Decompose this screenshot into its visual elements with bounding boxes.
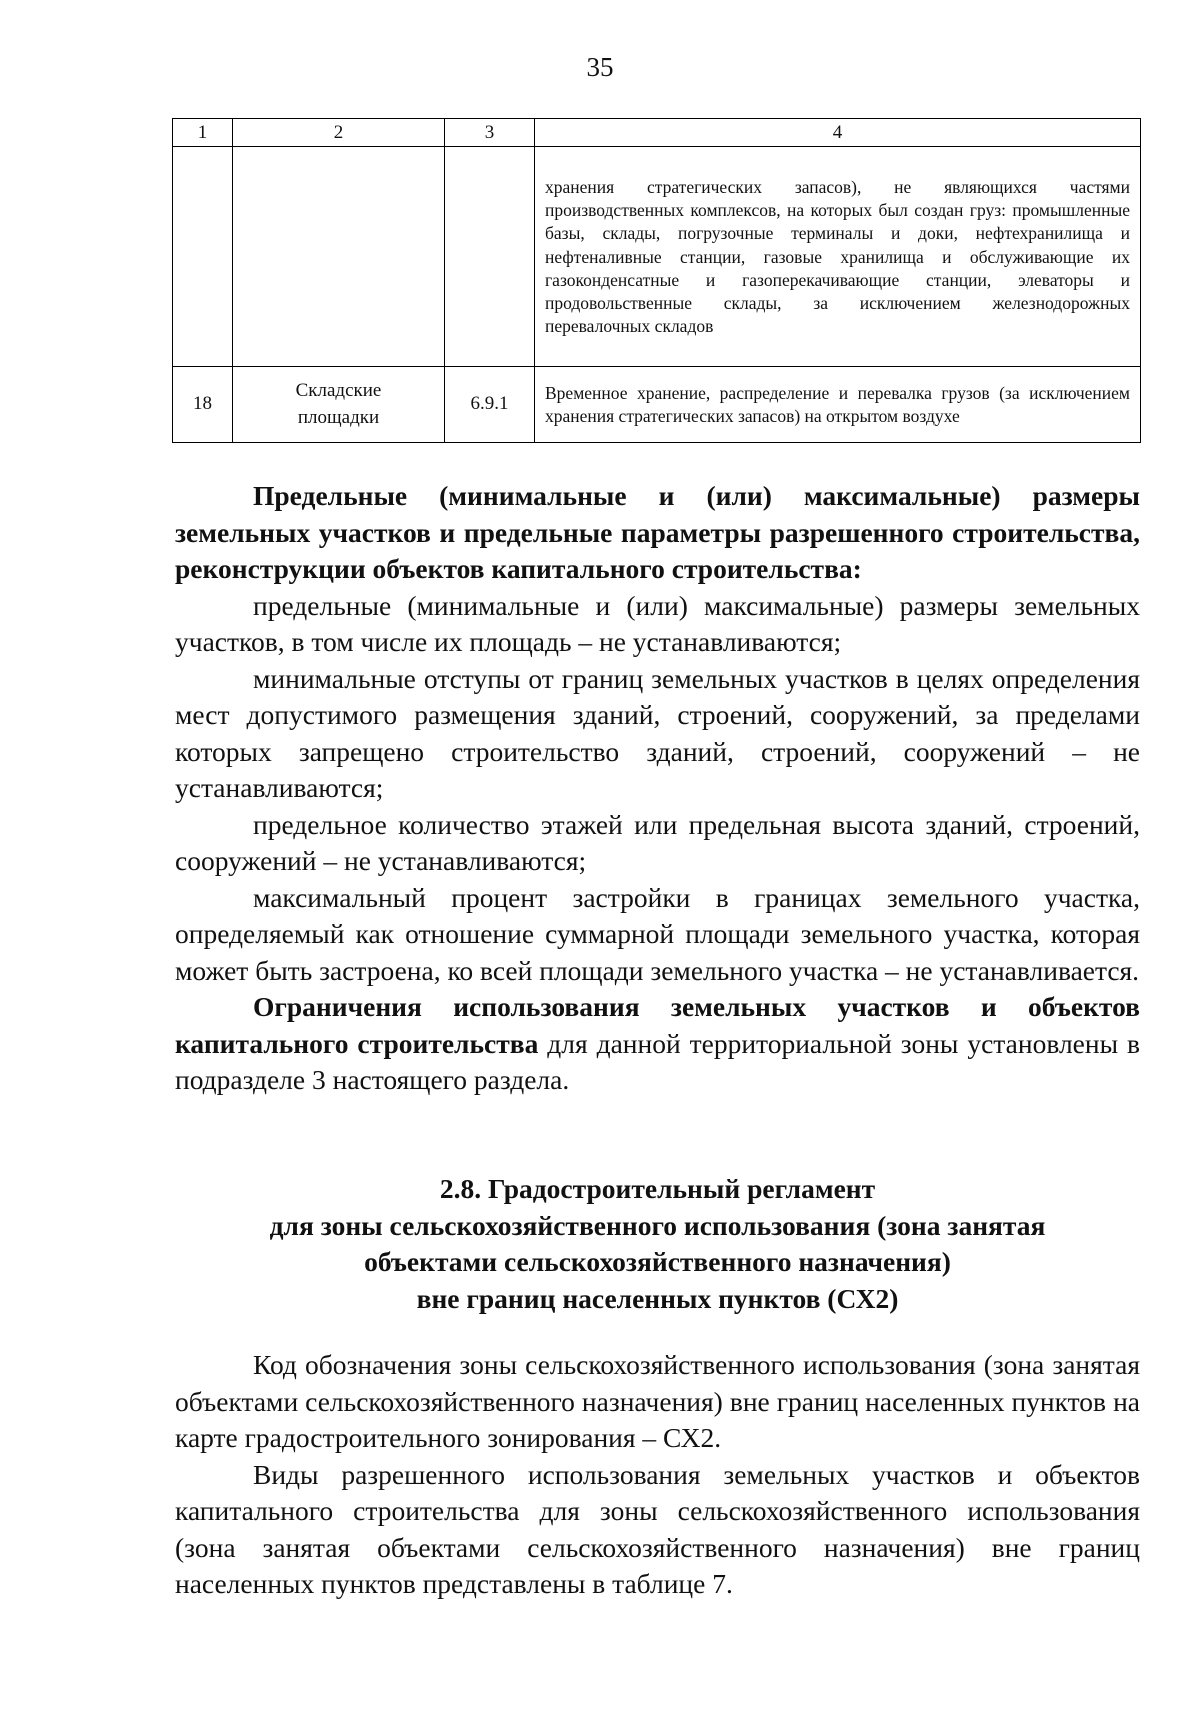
limits-item: минимальные отступы от границ земельных участков в целях определения мест допустимого размещения зданий, строений, сооружений, за пределами которых запрещено строительство зданий, строений, сооружений – не устанавливаются;: [175, 662, 1140, 803]
table-header-cell: 1: [173, 119, 233, 147]
limits-item: максимальный процент застройки в границах земельного участка, определяемый как отношение суммарной площади земельного участка, которая может быть застроена, ко всей площади земельного участка – не устанавливается.: [175, 881, 1140, 986]
row-number: 18: [173, 367, 233, 443]
section-body: [175, 1347, 1140, 1603]
section-title-line: объектами сельскохозяйственного назначения): [364, 1246, 951, 1277]
table-header-cell: 3: [445, 119, 535, 147]
use-type-name: [233, 147, 445, 367]
restrictions-paragraph: [175, 989, 1140, 1099]
table-row: [173, 147, 1141, 367]
restrictions-rest: для данной территориальной зоны установлены в подразделе 3 настоящего раздела.: [175, 1027, 1140, 1095]
limits-heading: Предельные (минимальные и (или) максимальные) размеры земельных участков и предельные параметры разрешенного строительства, реконструкции объектов капитального строительства:: [175, 480, 1140, 584]
table-row: [173, 367, 1141, 443]
use-type-description: хранения стратегических запасов), не являющихся частями производственных комплексов, на которых был создан груз: промышленные базы, склады, погрузочные терминалы и доки, нефтехранилища и нефтеналивные станции, газовые хранилища и обслуживающие их газоконденсатные и газоперекачивающие станции, элеваторы и продовольственные склады, за исключением железнодорожных перевалочных складов: [535, 147, 1141, 367]
section-title-line: вне границ населенных пунктов (СХ2): [416, 1282, 899, 1314]
use-type-name: Складские площадки: [233, 367, 445, 443]
land-use-table: [172, 118, 1141, 443]
table-header-row: [173, 119, 1141, 147]
use-type-code: 6.9.1: [445, 367, 535, 443]
section-title: [175, 1171, 1140, 1317]
limits-item: предельные (минимальные и (или) максимальные) размеры земельных участков, в том числе их площадь – не устанавливаются;: [175, 589, 1140, 657]
page-number: 35: [586, 52, 614, 82]
limits-section: [175, 478, 1140, 1099]
section-paragraph: Виды разрешенного использования земельных участков и объектов капитального строительства для зоны сельскохозяйственного использования (зона занятая объектами сельскохозяйственного назначения) вне границ населенных пунктов представлены в таблице 7.: [175, 1458, 1140, 1599]
use-type-description: Временное хранение, распределение и перевалка грузов (за исключением хранения стратегических запасов) на открытом воздухе: [535, 367, 1141, 443]
section-title-line: 2.8. Градостроительный регламент: [439, 1173, 876, 1204]
use-type-code: [445, 147, 535, 367]
table-header-cell: 4: [535, 119, 1141, 147]
restrictions-bold: Ограничения использования земельных участков и объектов капитального строительства: [175, 991, 1140, 1059]
section-title-line: для зоны сельскохозяйственного использования (зона занятая: [269, 1209, 1046, 1241]
section-paragraph: Код обозначения зоны сельскохозяйственного использования (зона занятая объектами сельскохозяйственного назначения) вне границ населенных пунктов на карте градостроительного зонирования – СХ2.: [175, 1349, 1140, 1453]
table-header-cell: 2: [233, 119, 445, 147]
limits-item: предельное количество этажей или предельная высота зданий, строений, сооружений – не устанавливаются;: [175, 808, 1140, 876]
row-number: [173, 147, 233, 367]
